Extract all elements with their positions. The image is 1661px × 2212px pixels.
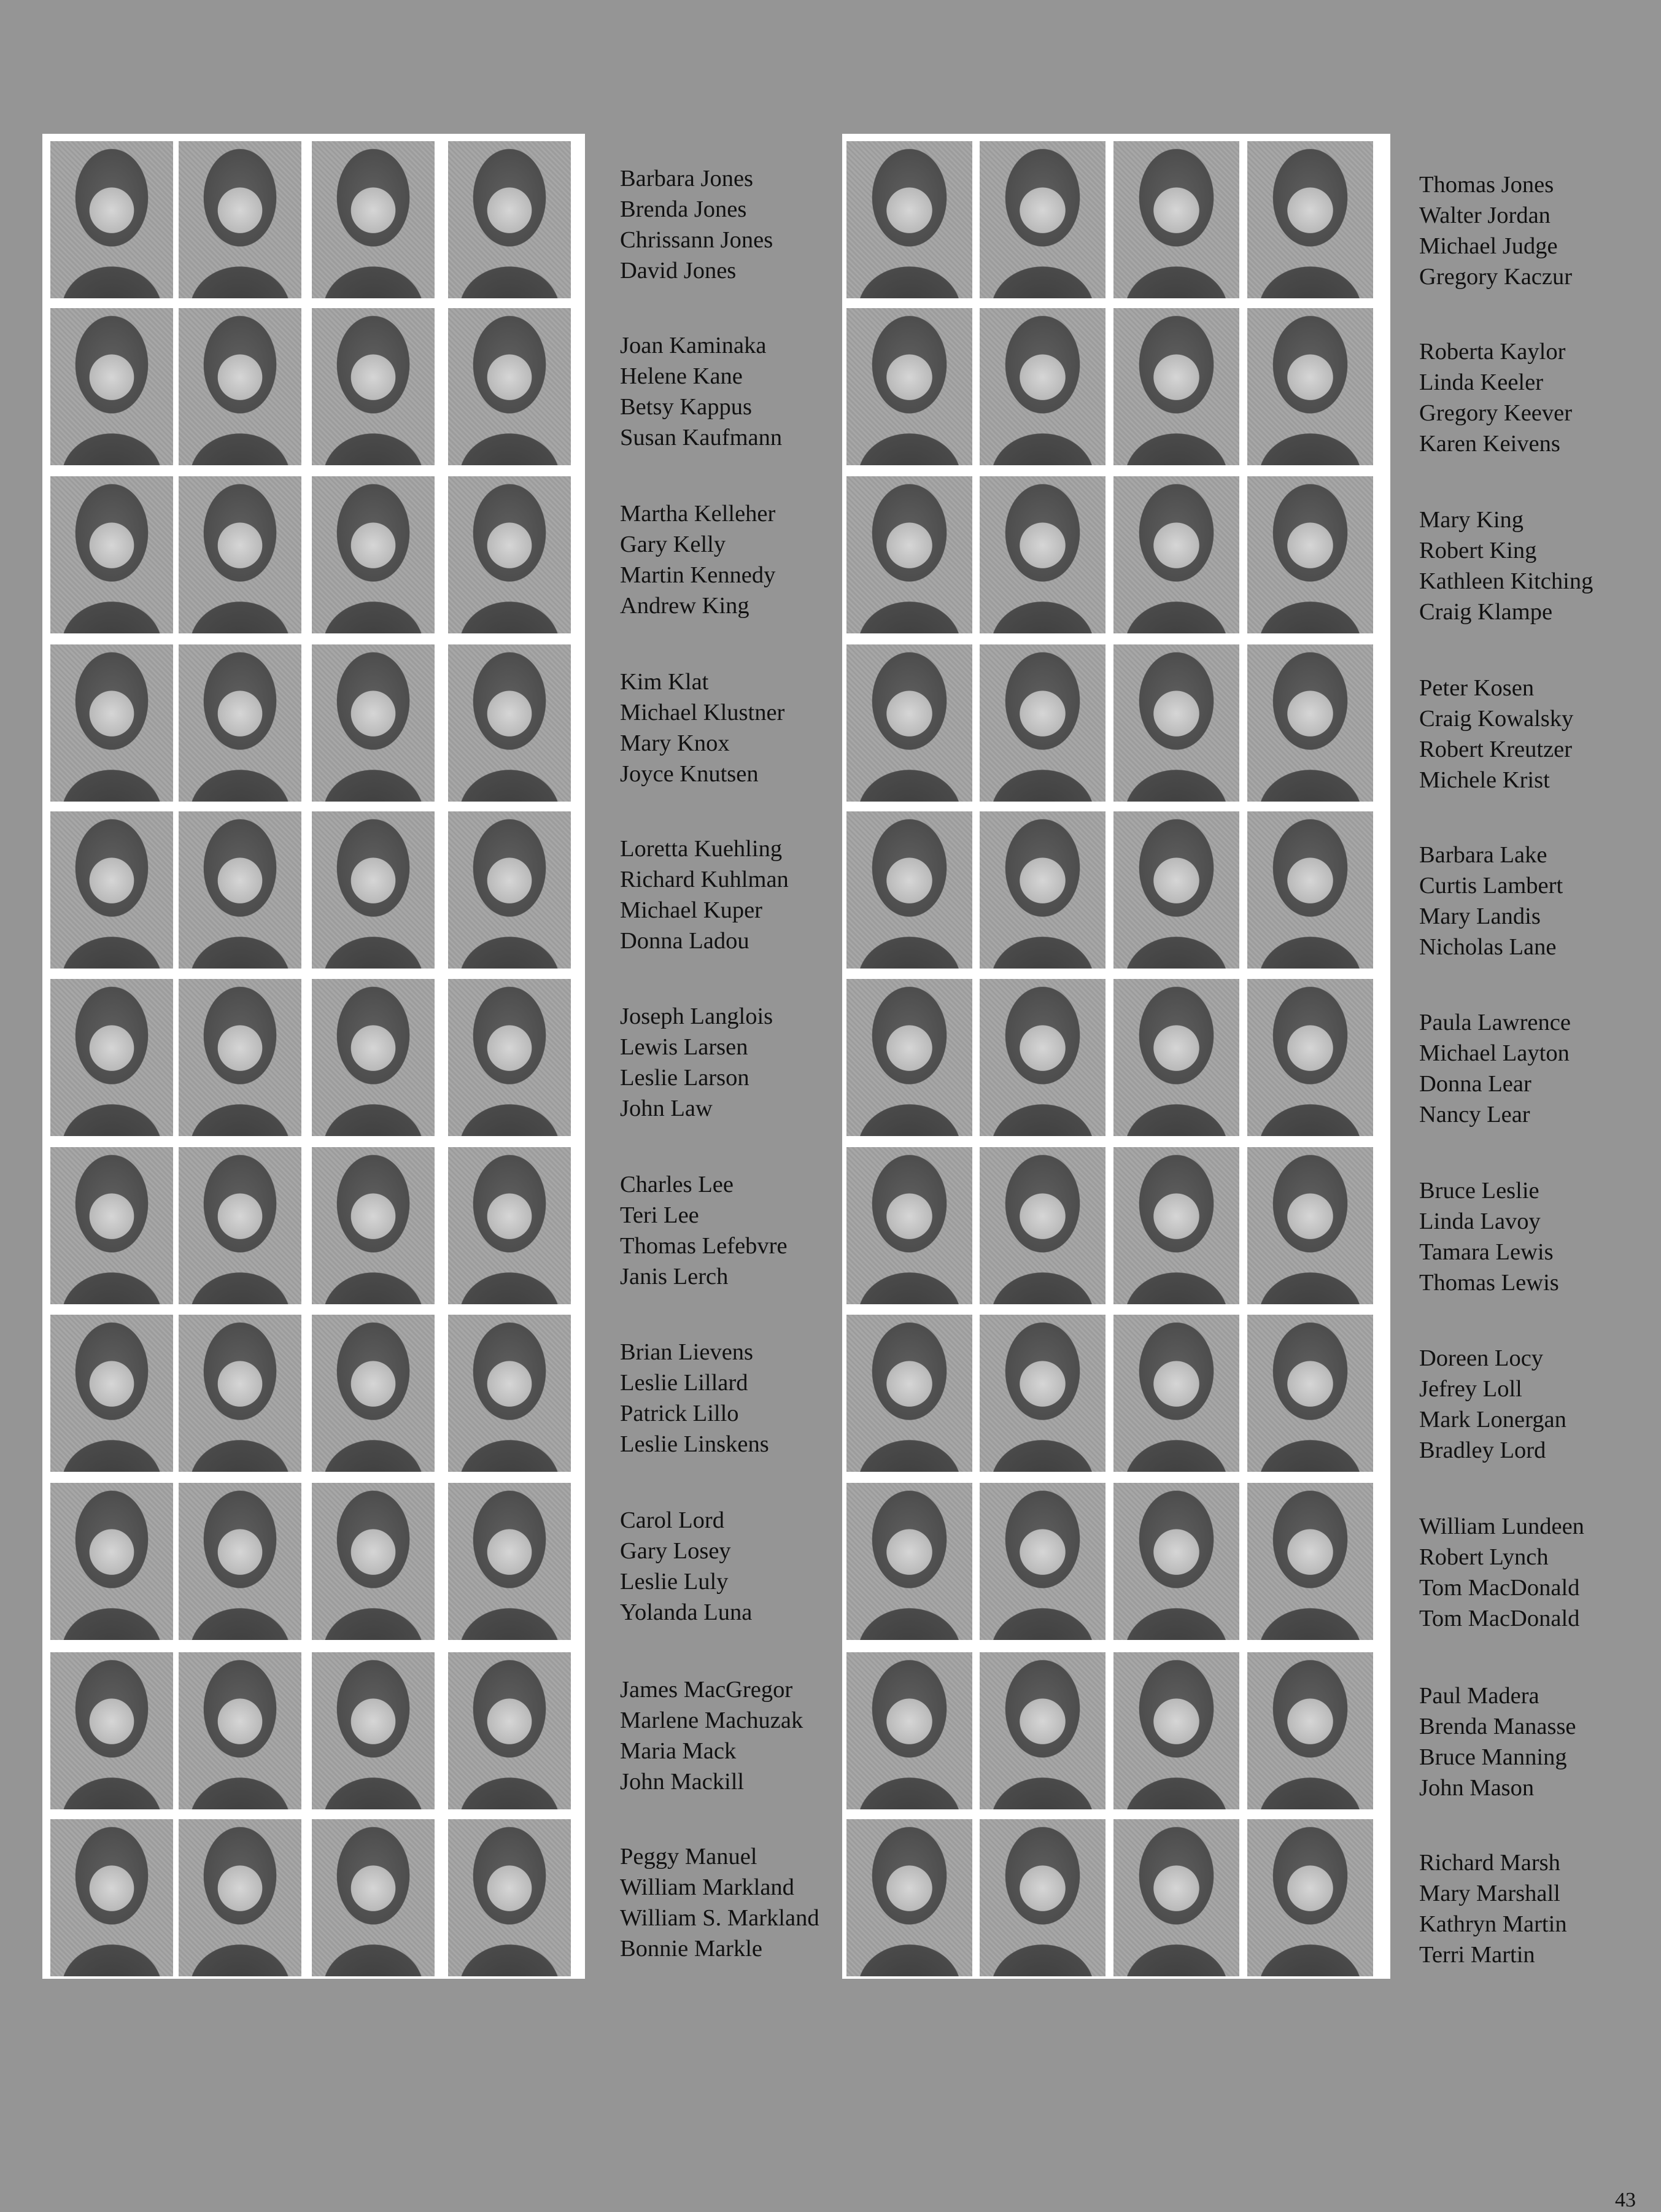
portrait-photo	[1247, 1147, 1373, 1304]
student-name: Lewis Larsen	[620, 1034, 748, 1060]
student-name: Peggy Manuel	[620, 1844, 757, 1870]
left-photo-grid	[42, 134, 585, 1979]
student-name: Linda Keeler	[1419, 369, 1544, 395]
student-name: William Lundeen	[1419, 1514, 1584, 1539]
student-name: Robert King	[1419, 538, 1537, 563]
student-name: Thomas Lefebvre	[620, 1233, 788, 1259]
portrait-photo	[1247, 1819, 1373, 1976]
student-name: Gregory Kaczur	[1419, 264, 1573, 290]
portrait-photo	[179, 1652, 301, 1809]
student-name: Betsy Kappus	[620, 394, 752, 420]
student-name: Helene Kane	[620, 363, 743, 389]
student-name: Gary Losey	[620, 1538, 731, 1564]
portrait-photo	[448, 644, 571, 802]
portrait-photo	[980, 308, 1105, 465]
portrait-photo	[312, 476, 435, 633]
student-name: Mary King	[1419, 507, 1524, 533]
left-photo-strip	[42, 134, 585, 1979]
student-name: Brian Lievens	[620, 1339, 754, 1365]
student-name: Peter Kosen	[1419, 675, 1535, 701]
student-name: Michael Kuper	[620, 897, 762, 923]
student-name: Donna Ladou	[620, 928, 749, 954]
name-group	[620, 1674, 803, 1797]
portrait-photo	[1247, 308, 1373, 465]
student-name: Jefrey Loll	[1419, 1376, 1522, 1402]
page-number: 43	[1615, 2189, 1636, 2211]
portrait-photo	[980, 476, 1105, 633]
portrait-photo	[1113, 1315, 1239, 1472]
student-name: Marlene Machuzak	[620, 1707, 803, 1733]
student-name: Leslie Linskens	[620, 1431, 769, 1457]
name-group	[1419, 840, 1563, 962]
student-name: Chrissann Jones	[620, 227, 773, 253]
portrait-photo	[312, 1652, 435, 1809]
portrait-photo	[1247, 644, 1373, 802]
student-name: Mark Lonergan	[1419, 1407, 1566, 1433]
right-photo-grid	[842, 134, 1390, 1979]
portrait-photo	[1247, 1315, 1373, 1472]
portrait-photo	[448, 1147, 571, 1304]
name-group	[620, 1001, 773, 1124]
student-name: Michele Krist	[1419, 767, 1550, 793]
name-group	[620, 163, 773, 286]
student-name: Brenda Jones	[620, 196, 747, 222]
student-name: Paula Lawrence	[1419, 1010, 1571, 1035]
name-group	[1419, 505, 1593, 627]
student-name: Kathleen Kitching	[1419, 568, 1593, 594]
portrait-photo	[50, 308, 173, 465]
name-group	[1419, 1175, 1559, 1298]
portrait-photo	[980, 1819, 1105, 1976]
portrait-photo	[980, 644, 1105, 802]
portrait-photo	[448, 308, 571, 465]
student-name: Leslie Luly	[620, 1569, 729, 1595]
portrait-photo	[179, 1147, 301, 1304]
portrait-photo	[846, 1147, 972, 1304]
student-name: Carol Lord	[620, 1507, 724, 1533]
portrait-photo	[980, 811, 1105, 969]
portrait-photo	[846, 644, 972, 802]
student-name: Yolanda Luna	[620, 1599, 753, 1625]
portrait-photo	[312, 811, 435, 969]
student-name: Barbara Lake	[1419, 842, 1547, 868]
student-name: Walter Jordan	[1419, 203, 1551, 228]
student-name: Linda Lavoy	[1419, 1208, 1541, 1234]
student-name: Michael Judge	[1419, 233, 1558, 259]
portrait-photo	[179, 476, 301, 633]
portrait-photo	[179, 141, 301, 298]
student-name: Karen Keivens	[1419, 431, 1560, 457]
student-name: Kathryn Martin	[1419, 1911, 1567, 1937]
right-photo-strip	[842, 134, 1390, 1979]
portrait-photo	[980, 141, 1105, 298]
portrait-photo	[1247, 1652, 1373, 1809]
portrait-photo	[179, 1819, 301, 1976]
student-name: Joan Kaminaka	[620, 333, 767, 358]
student-name: Robert Kreutzer	[1419, 737, 1573, 762]
student-name: John Law	[620, 1096, 713, 1121]
student-name: Martha Kelleher	[620, 501, 776, 527]
name-group	[620, 667, 784, 789]
portrait-photo	[1113, 1652, 1239, 1809]
student-name: Mary Landis	[1419, 903, 1541, 929]
student-name: John Mackill	[620, 1769, 745, 1795]
student-name: Bruce Leslie	[1419, 1178, 1539, 1204]
student-name: Leslie Larson	[620, 1065, 749, 1091]
portrait-photo	[312, 644, 435, 802]
portrait-photo	[1113, 644, 1239, 802]
student-name: Loretta Kuehling	[620, 836, 783, 862]
student-name: Mary Marshall	[1419, 1881, 1560, 1906]
portrait-photo	[846, 141, 972, 298]
name-group	[1419, 1847, 1567, 1970]
student-name: Curtis Lambert	[1419, 873, 1563, 899]
portrait-photo	[50, 141, 173, 298]
name-group	[1419, 1343, 1566, 1466]
portrait-photo	[1113, 1819, 1239, 1976]
student-name: Brenda Manasse	[1419, 1714, 1576, 1739]
student-name: Paul Madera	[1419, 1683, 1539, 1709]
portrait-photo	[846, 1652, 972, 1809]
student-name: Donna Lear	[1419, 1071, 1531, 1097]
student-name: Kim Klat	[620, 669, 709, 695]
portrait-photo	[179, 811, 301, 969]
portrait-photo	[1113, 1483, 1239, 1640]
portrait-photo	[312, 1147, 435, 1304]
portrait-photo	[50, 476, 173, 633]
portrait-photo	[179, 979, 301, 1136]
portrait-photo	[980, 1483, 1105, 1640]
student-name: Thomas Jones	[1419, 172, 1554, 198]
portrait-photo	[1113, 1147, 1239, 1304]
student-name: Leslie Lillard	[620, 1370, 748, 1396]
portrait-photo	[179, 1315, 301, 1472]
portrait-photo	[846, 476, 972, 633]
student-name: Michael Layton	[1419, 1040, 1570, 1066]
portrait-photo	[50, 811, 173, 969]
portrait-photo	[1113, 811, 1239, 969]
portrait-photo	[448, 979, 571, 1136]
portrait-photo	[312, 1819, 435, 1976]
student-name: Charles Lee	[620, 1172, 734, 1197]
name-group	[1419, 336, 1572, 459]
portrait-photo	[980, 1147, 1105, 1304]
portrait-photo	[312, 1315, 435, 1472]
portrait-photo	[448, 1483, 571, 1640]
student-name: Terri Martin	[1419, 1942, 1535, 1968]
student-name: William S. Markland	[620, 1905, 819, 1931]
name-group	[620, 1337, 769, 1460]
portrait-photo	[448, 141, 571, 298]
student-name: Craig Kowalsky	[1419, 706, 1574, 732]
portrait-photo	[448, 1652, 571, 1809]
student-name: Bonnie Markle	[620, 1936, 763, 1962]
portrait-photo	[179, 644, 301, 802]
student-name: William Markland	[620, 1874, 794, 1900]
portrait-photo	[50, 979, 173, 1136]
portrait-photo	[1113, 308, 1239, 465]
portrait-photo	[448, 811, 571, 969]
student-name: David Jones	[620, 258, 737, 284]
portrait-photo	[179, 1483, 301, 1640]
portrait-photo	[980, 1652, 1105, 1809]
portrait-photo	[1247, 141, 1373, 298]
portrait-photo	[846, 1483, 972, 1640]
portrait-photo	[1113, 141, 1239, 298]
student-name: John Mason	[1419, 1775, 1535, 1801]
student-name: Craig Klampe	[1419, 599, 1553, 625]
portrait-photo	[448, 1315, 571, 1472]
portrait-photo	[1247, 1483, 1373, 1640]
portrait-photo	[1247, 476, 1373, 633]
student-name: Thomas Lewis	[1419, 1270, 1559, 1296]
student-name: Teri Lee	[620, 1202, 699, 1228]
student-name: Nancy Lear	[1419, 1102, 1530, 1127]
portrait-photo	[1113, 476, 1239, 633]
portrait-photo	[312, 979, 435, 1136]
portrait-photo	[50, 1483, 173, 1640]
student-name: Maria Mack	[620, 1738, 737, 1764]
portrait-photo	[846, 308, 972, 465]
portrait-photo	[50, 1819, 173, 1976]
name-group	[1419, 1511, 1584, 1634]
name-group	[620, 1841, 819, 1964]
student-name: Michael Klustner	[620, 700, 785, 725]
student-name: Robert Lynch	[1419, 1544, 1549, 1570]
portrait-photo	[1113, 979, 1239, 1136]
portrait-photo	[50, 1652, 173, 1809]
student-name: Andrew King	[620, 593, 749, 619]
portrait-photo	[846, 1819, 972, 1976]
student-name: Tom MacDonald	[1419, 1575, 1580, 1601]
student-name: Susan Kaufmann	[620, 425, 783, 451]
student-name: Roberta Kaylor	[1419, 339, 1566, 365]
student-name: Mary Knox	[620, 730, 730, 756]
portrait-photo	[846, 1315, 972, 1472]
portrait-photo	[980, 1315, 1105, 1472]
student-name: Tom MacDonald	[1419, 1606, 1580, 1631]
student-name: Doreen Locy	[1419, 1345, 1544, 1371]
student-name: Gary Kelly	[620, 532, 726, 557]
portrait-photo	[448, 1819, 571, 1976]
student-name: Tamara Lewis	[1419, 1239, 1554, 1265]
portrait-photo	[312, 308, 435, 465]
student-name: Richard Marsh	[1419, 1850, 1560, 1876]
student-name: Patrick Lillo	[620, 1401, 739, 1426]
student-name: Bruce Manning	[1419, 1744, 1567, 1770]
portrait-photo	[179, 308, 301, 465]
portrait-photo	[312, 1483, 435, 1640]
name-group	[620, 1169, 788, 1292]
name-group	[620, 498, 775, 621]
portrait-photo	[312, 141, 435, 298]
student-name: Richard Kuhlman	[620, 867, 789, 892]
portrait-photo	[448, 476, 571, 633]
portrait-photo	[50, 1147, 173, 1304]
portrait-photo	[50, 644, 173, 802]
portrait-photo	[846, 811, 972, 969]
portrait-photo	[1247, 811, 1373, 969]
student-name: Janis Lerch	[620, 1264, 729, 1290]
student-name: Barbara Jones	[620, 166, 754, 191]
student-name: Joyce Knutsen	[620, 761, 759, 787]
student-name: James MacGregor	[620, 1677, 793, 1703]
portrait-photo	[846, 979, 972, 1136]
name-group	[620, 330, 782, 453]
portrait-photo	[1247, 979, 1373, 1136]
name-group	[620, 833, 789, 956]
student-name: Nicholas Lane	[1419, 934, 1557, 960]
name-group	[1419, 673, 1573, 795]
name-group	[1419, 1007, 1571, 1130]
student-name: Bradley Lord	[1419, 1437, 1546, 1463]
portrait-photo	[50, 1315, 173, 1472]
student-name: Joseph Langlois	[620, 1004, 773, 1029]
name-group	[1419, 169, 1572, 292]
portrait-photo	[980, 979, 1105, 1136]
name-group	[1419, 1680, 1576, 1803]
name-group	[620, 1505, 752, 1628]
student-name: Martin Kennedy	[620, 562, 776, 588]
student-name: Gregory Keever	[1419, 400, 1573, 426]
